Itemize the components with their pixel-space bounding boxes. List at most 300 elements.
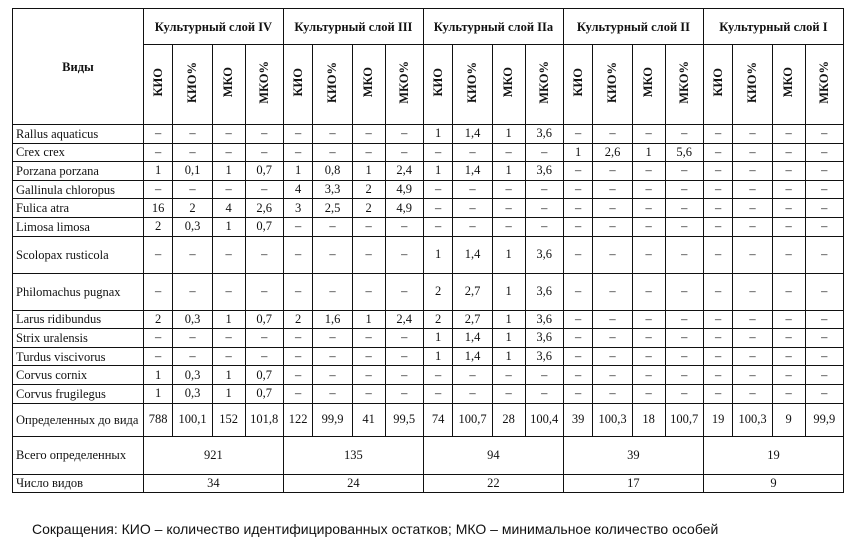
table-cell: 1 [492, 125, 525, 144]
table-cell: – [283, 273, 312, 310]
subcolumn-header [385, 45, 423, 125]
abbreviations-note: Сокращения: КИО – количество идентифицированных остатков; МКО – минимальное количество особей [32, 521, 719, 537]
layer-total-cell: 9 [703, 474, 843, 492]
table-cell: – [805, 310, 844, 329]
table-row [13, 384, 844, 403]
table-cell: – [593, 384, 633, 403]
subcolumn-label: МКО% [816, 61, 831, 104]
table-cell: – [492, 366, 525, 385]
table-cell: – [385, 143, 423, 162]
table-cell: – [665, 329, 703, 348]
table-cell: – [563, 199, 592, 218]
species-name: Larus ridibundus [13, 310, 144, 329]
table-cell: 100,4 [525, 403, 563, 436]
table-cell: – [733, 366, 773, 385]
table-row [13, 217, 844, 236]
table-cell: – [632, 366, 665, 385]
table-cell: – [772, 199, 805, 218]
table-cell: – [772, 310, 805, 329]
table-cell: – [805, 217, 844, 236]
table-cell: – [423, 366, 452, 385]
table-cell: 0,7 [245, 162, 283, 181]
table-cell: – [352, 125, 385, 144]
table-cell: 3,6 [525, 236, 563, 273]
table-cell: – [245, 143, 283, 162]
table-cell: 3,6 [525, 162, 563, 181]
table-cell: – [352, 366, 385, 385]
layer-header: Культурный слой IIa [423, 9, 563, 45]
row-label: Определенных до вида [13, 403, 144, 436]
table-cell: – [632, 384, 665, 403]
table-cell: – [313, 125, 353, 144]
table-cell: 0,7 [245, 366, 283, 385]
table-cell: 3,6 [525, 329, 563, 348]
table-cell: – [805, 199, 844, 218]
table-cell: – [703, 125, 732, 144]
table-cell: – [143, 236, 172, 273]
table-cell: 2 [143, 217, 172, 236]
table-cell: 19 [703, 403, 732, 436]
table-cell: – [385, 366, 423, 385]
table-cell: – [805, 143, 844, 162]
table-cell: – [563, 347, 592, 366]
table-cell: – [593, 162, 633, 181]
table-cell: 1 [632, 143, 665, 162]
table-cell: – [772, 125, 805, 144]
table-cell: – [703, 236, 732, 273]
table-cell: – [492, 180, 525, 199]
table-cell: – [313, 236, 353, 273]
table-cell: – [525, 180, 563, 199]
table-cell: – [703, 162, 732, 181]
table-cell: – [772, 366, 805, 385]
table-cell: 152 [212, 403, 245, 436]
table-cell: – [283, 217, 312, 236]
subcolumn-header [525, 45, 563, 125]
table-cell: – [563, 310, 592, 329]
table-cell: 2 [143, 310, 172, 329]
table-cell: – [453, 199, 493, 218]
table-cell: – [632, 162, 665, 181]
table-cell: 99,9 [805, 403, 844, 436]
table-cell: – [352, 347, 385, 366]
species-count-row [13, 474, 844, 492]
table-cell: – [733, 217, 773, 236]
table-cell: 28 [492, 403, 525, 436]
table-cell: – [733, 310, 773, 329]
table-cell: 1,4 [453, 329, 493, 348]
table-body [13, 125, 844, 493]
table-cell: 1 [492, 162, 525, 181]
table-cell: – [593, 310, 633, 329]
table-cell: – [245, 329, 283, 348]
table-cell: – [733, 384, 773, 403]
table-row [13, 273, 844, 310]
table-cell: 1 [492, 329, 525, 348]
subcolumn-header [423, 45, 452, 125]
layer-total-cell: 22 [423, 474, 563, 492]
table-cell: – [593, 199, 633, 218]
table-cell: – [352, 236, 385, 273]
table-cell: – [283, 143, 312, 162]
subcolumn-label: МКО [501, 67, 516, 98]
table-cell: – [492, 217, 525, 236]
table-cell: – [772, 384, 805, 403]
table-cell: – [805, 180, 844, 199]
table-cell: – [352, 384, 385, 403]
table-cell: – [593, 125, 633, 144]
table-cell: 4 [212, 199, 245, 218]
species-name: Strix uralensis [13, 329, 144, 348]
table-cell: – [525, 384, 563, 403]
table-row [13, 329, 844, 348]
table-cell: – [173, 180, 213, 199]
table-cell: – [212, 347, 245, 366]
subcolumn-header [453, 45, 493, 125]
table-cell: – [385, 273, 423, 310]
table-cell: 4,9 [385, 199, 423, 218]
table-cell: – [632, 125, 665, 144]
table-cell: 1 [423, 162, 452, 181]
table-cell: – [173, 273, 213, 310]
table-cell: – [212, 329, 245, 348]
table-cell: – [772, 162, 805, 181]
table-cell: – [245, 347, 283, 366]
table-cell: – [632, 310, 665, 329]
table-cell: – [632, 273, 665, 310]
subcolumn-header [703, 45, 732, 125]
table-cell: – [632, 217, 665, 236]
table-cell: 2 [173, 199, 213, 218]
table-cell: – [733, 347, 773, 366]
table-cell: – [665, 125, 703, 144]
subcolumn-label: КИО% [605, 61, 620, 103]
table-cell: – [563, 217, 592, 236]
species-name: Rallus aquaticus [13, 125, 144, 144]
table-cell: 3,6 [525, 347, 563, 366]
table-cell: 0,1 [173, 162, 213, 181]
table-cell: – [385, 347, 423, 366]
table-cell: – [703, 310, 732, 329]
subcolumn-header [173, 45, 213, 125]
table-cell: 1 [212, 217, 245, 236]
species-name: Porzana porzana [13, 162, 144, 181]
table-cell: – [805, 384, 844, 403]
table-cell: – [665, 384, 703, 403]
table-row [13, 143, 844, 162]
table-cell: – [563, 162, 592, 181]
table-row [13, 347, 844, 366]
table-cell: – [805, 273, 844, 310]
table-cell: – [665, 199, 703, 218]
table-cell: – [703, 143, 732, 162]
subcolumn-header [733, 45, 773, 125]
subcolumn-header [212, 45, 245, 125]
subcolumn-header [632, 45, 665, 125]
table-cell: – [385, 329, 423, 348]
table-cell: – [733, 125, 773, 144]
table-cell: 4 [283, 180, 312, 199]
table-cell: – [173, 125, 213, 144]
species-name: Crex crex [13, 143, 144, 162]
table-cell: – [385, 125, 423, 144]
species-header: Виды [13, 9, 144, 125]
table-cell: 2 [352, 180, 385, 199]
species-name: Scolopax rusticola [13, 236, 144, 273]
table-cell: 1 [492, 310, 525, 329]
layer-total-cell: 94 [423, 436, 563, 474]
row-label: Число видов [13, 474, 144, 492]
table-cell: 1 [423, 236, 452, 273]
subcolumn-label: МКО% [676, 61, 691, 104]
table-cell: – [563, 366, 592, 385]
table-cell: – [772, 180, 805, 199]
table-cell: 41 [352, 403, 385, 436]
table-cell: 39 [563, 403, 592, 436]
table-cell: – [665, 217, 703, 236]
table-cell: 1 [143, 366, 172, 385]
table-cell: – [212, 180, 245, 199]
table-cell: 1 [563, 143, 592, 162]
table-cell: – [632, 236, 665, 273]
subcolumn-label: КИО% [185, 61, 200, 103]
table-cell: 16 [143, 199, 172, 218]
table-cell: – [665, 236, 703, 273]
table-cell: – [212, 236, 245, 273]
table-cell: – [563, 329, 592, 348]
subcolumn-label: КИО [290, 68, 305, 97]
subcolumn-label: КИО% [745, 61, 760, 103]
subcolumn-label: МКО% [536, 61, 551, 104]
table-cell: – [212, 273, 245, 310]
table-cell: – [453, 217, 493, 236]
table-cell: – [423, 217, 452, 236]
table-cell: – [805, 329, 844, 348]
table-cell: 0,3 [173, 310, 213, 329]
table-cell: – [283, 347, 312, 366]
subcolumn-label: МКО% [396, 61, 411, 104]
table-cell: 100,3 [593, 403, 633, 436]
layer-total-cell: 39 [563, 436, 703, 474]
table-cell: – [313, 329, 353, 348]
table-cell: 1 [212, 162, 245, 181]
table-cell: – [385, 217, 423, 236]
table-cell: 99,5 [385, 403, 423, 436]
table-cell: – [593, 217, 633, 236]
table-cell: 788 [143, 403, 172, 436]
table-cell: 1 [492, 236, 525, 273]
table-cell: – [525, 199, 563, 218]
table-cell: – [772, 143, 805, 162]
table-cell: 1 [492, 273, 525, 310]
subcolumn-label: МКО [361, 67, 376, 98]
table-cell: – [703, 273, 732, 310]
row-label: Всего определенных [13, 436, 144, 474]
table-cell: – [492, 384, 525, 403]
table-cell: 2,4 [385, 162, 423, 181]
table-cell: – [805, 125, 844, 144]
table-cell: 2,5 [313, 199, 353, 218]
layer-total-cell: 34 [143, 474, 283, 492]
table-cell: – [423, 180, 452, 199]
table-cell: – [352, 273, 385, 310]
table-cell: 100,7 [453, 403, 493, 436]
table-cell: 1 [423, 125, 452, 144]
layer-header: Культурный слой IV [143, 9, 283, 45]
table-cell: 0,7 [245, 384, 283, 403]
table-cell: – [593, 366, 633, 385]
table-cell: – [212, 143, 245, 162]
table-cell: – [772, 347, 805, 366]
layer-total-cell: 19 [703, 436, 843, 474]
table-cell: – [593, 347, 633, 366]
table-cell: – [665, 310, 703, 329]
table-cell: – [703, 366, 732, 385]
table-cell: – [632, 199, 665, 218]
table-cell: – [563, 384, 592, 403]
table-cell: – [313, 143, 353, 162]
table-cell: 1,4 [453, 236, 493, 273]
identified-to-species-row [13, 403, 844, 436]
table-cell: – [772, 217, 805, 236]
table-row [13, 310, 844, 329]
table-cell: – [772, 236, 805, 273]
table-cell: – [245, 236, 283, 273]
subcolumn-label: КИО [710, 68, 725, 97]
table-cell: 1 [352, 162, 385, 181]
table-cell: – [563, 236, 592, 273]
table-cell: – [283, 125, 312, 144]
table-cell: – [593, 180, 633, 199]
table-cell: – [632, 329, 665, 348]
table-cell: – [805, 347, 844, 366]
table-cell: 0,3 [173, 366, 213, 385]
table-cell: – [313, 217, 353, 236]
table-cell: – [283, 236, 312, 273]
species-name: Gallinula chloropus [13, 180, 144, 199]
table-cell: – [492, 199, 525, 218]
table-cell: – [173, 236, 213, 273]
table-cell: 2 [283, 310, 312, 329]
subcolumn-header [143, 45, 172, 125]
table-cell: – [525, 366, 563, 385]
table-cell: 0,3 [173, 384, 213, 403]
table-cell: 0,3 [173, 217, 213, 236]
table-cell: – [733, 143, 773, 162]
table-cell: – [632, 347, 665, 366]
species-name: Corvus frugilegus [13, 384, 144, 403]
table-cell: – [385, 236, 423, 273]
table-cell: 1,4 [453, 162, 493, 181]
table-cell: 100,7 [665, 403, 703, 436]
table-cell: – [352, 329, 385, 348]
table-cell: – [733, 273, 773, 310]
subcolumn-label: МКО [781, 67, 796, 98]
table-cell: – [283, 384, 312, 403]
table-cell: – [283, 329, 312, 348]
subcolumn-label: КИО [570, 68, 585, 97]
table-cell: 1 [423, 347, 452, 366]
layer-header: Культурный слой II [563, 9, 703, 45]
table-cell: – [703, 329, 732, 348]
table-cell: 1,4 [453, 125, 493, 144]
table-cell: – [733, 236, 773, 273]
table-cell: – [313, 273, 353, 310]
table-cell: 9 [772, 403, 805, 436]
table-cell: – [733, 162, 773, 181]
species-name: Corvus cornix [13, 366, 144, 385]
subcolumn-header [313, 45, 353, 125]
table-cell: – [352, 217, 385, 236]
table-cell: – [632, 180, 665, 199]
table-cell: – [283, 366, 312, 385]
table-cell: 1 [143, 384, 172, 403]
table-cell: 5,6 [665, 143, 703, 162]
table-cell: – [453, 143, 493, 162]
table-cell: – [313, 347, 353, 366]
table-cell: – [143, 273, 172, 310]
subcolumn-label: КИО% [465, 61, 480, 103]
subcolumn-label: КИО [150, 68, 165, 97]
table-cell: 2 [352, 199, 385, 218]
table-cell: – [385, 384, 423, 403]
table-cell: 2 [423, 310, 452, 329]
fauna-table [12, 8, 844, 493]
subcolumn-label: КИО% [325, 61, 340, 103]
layer-total-cell: 17 [563, 474, 703, 492]
table-cell: – [563, 180, 592, 199]
subcolumn-header [245, 45, 283, 125]
table-cell: 100,3 [733, 403, 773, 436]
table-cell: – [173, 347, 213, 366]
table-cell: – [593, 273, 633, 310]
table-cell: – [453, 180, 493, 199]
table-cell: 1 [492, 347, 525, 366]
table-cell: 3 [283, 199, 312, 218]
table-row [13, 236, 844, 273]
subcolumn-header [283, 45, 312, 125]
table-cell: – [665, 347, 703, 366]
subcolumn-label: МКО [641, 67, 656, 98]
table-cell: 1,6 [313, 310, 353, 329]
table-cell: – [665, 366, 703, 385]
table-cell: – [453, 384, 493, 403]
table-cell: – [733, 199, 773, 218]
table-cell: – [212, 125, 245, 144]
table-cell: – [143, 329, 172, 348]
table-cell: – [492, 143, 525, 162]
layer-header: Культурный слой III [283, 9, 423, 45]
table-cell: 2,7 [453, 273, 493, 310]
table-cell: – [423, 199, 452, 218]
table-cell: – [423, 384, 452, 403]
table-cell: – [352, 143, 385, 162]
table-cell: 1 [283, 162, 312, 181]
table-cell: 122 [283, 403, 312, 436]
subcolumn-header [352, 45, 385, 125]
table-cell: – [703, 384, 732, 403]
subcolumn-header [492, 45, 525, 125]
table-cell: – [143, 347, 172, 366]
table-cell: – [173, 143, 213, 162]
table-cell: – [703, 217, 732, 236]
table-cell: – [143, 180, 172, 199]
total-identified-row [13, 436, 844, 474]
table-cell: – [563, 125, 592, 144]
table-cell: – [703, 180, 732, 199]
table-cell: – [805, 366, 844, 385]
table-cell: 1 [212, 366, 245, 385]
